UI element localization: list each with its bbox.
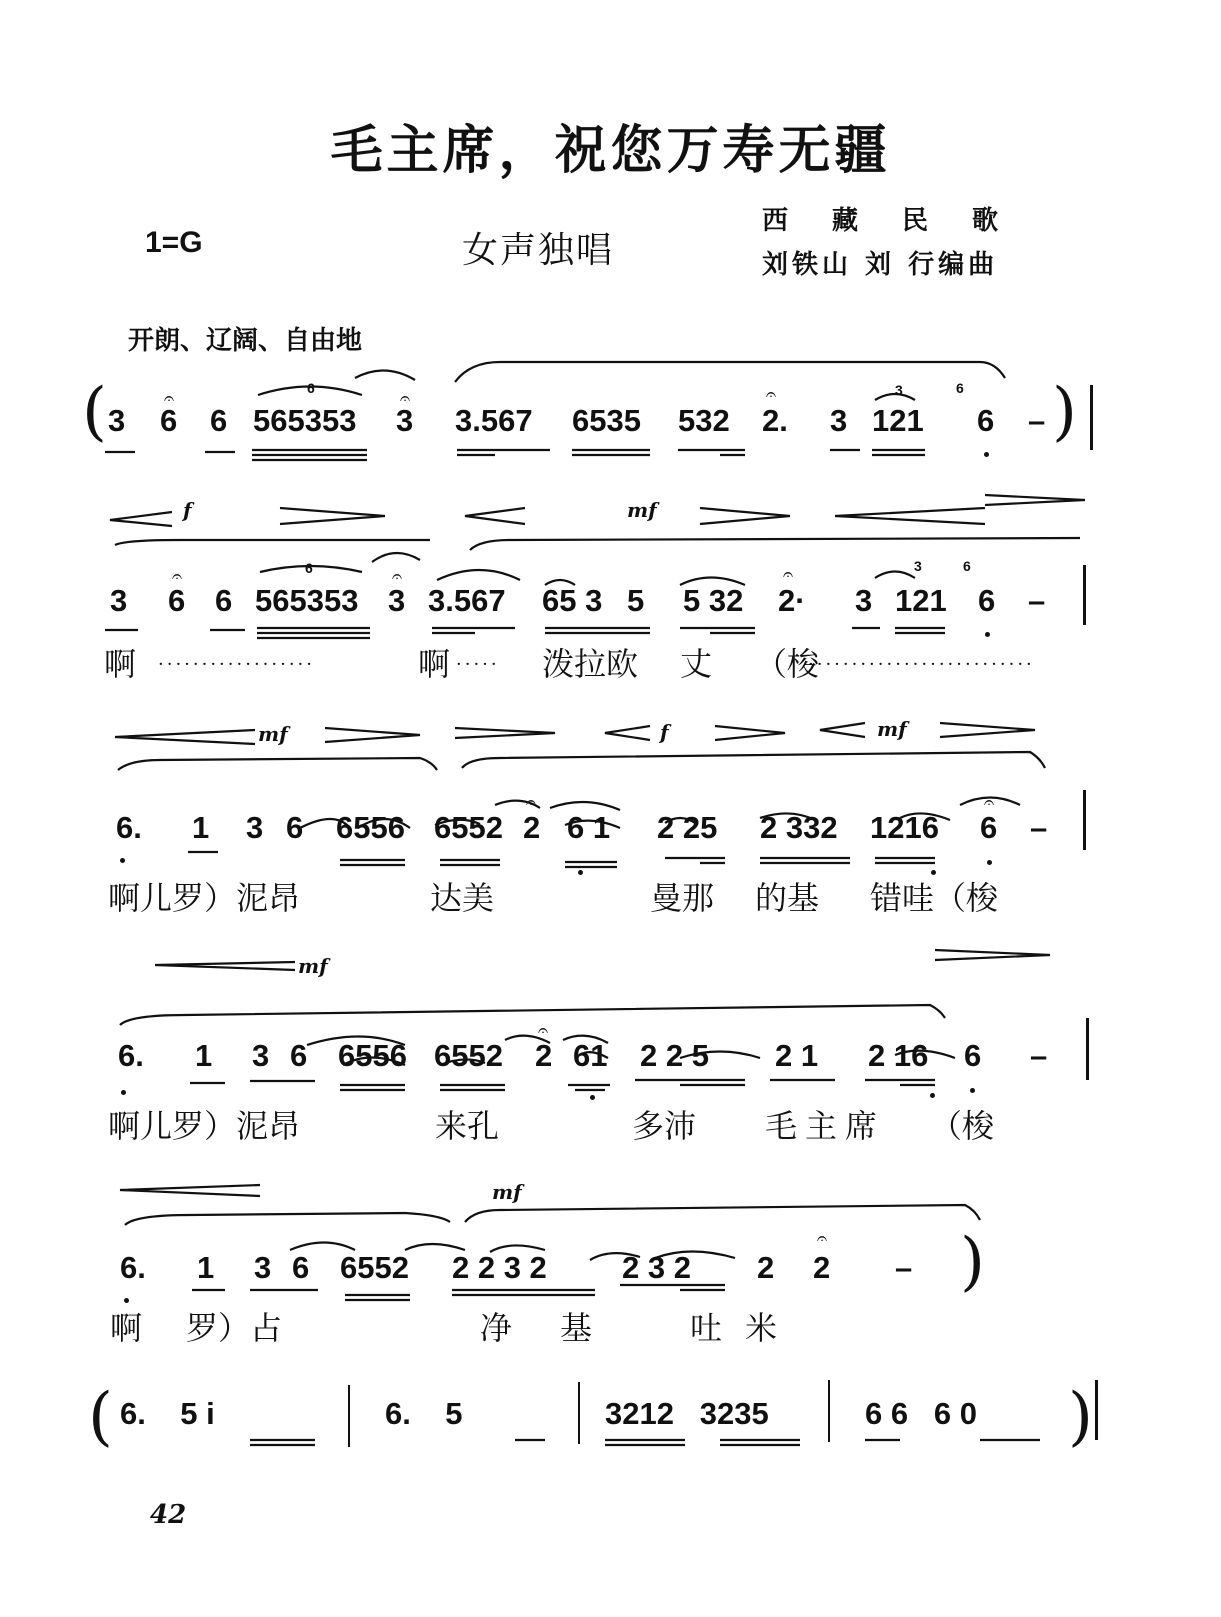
- fermata-icon: 𝄐: [400, 388, 411, 409]
- note: 6: [290, 1038, 308, 1073]
- note-group: 3.567: [455, 403, 533, 438]
- note: 6.: [120, 1250, 146, 1285]
- note: 6: [286, 810, 304, 845]
- dynamic-f: f: [183, 498, 192, 522]
- note: 3: [110, 583, 128, 618]
- sustain-dash: –: [895, 1250, 913, 1285]
- close-paren-line5: ): [960, 1225, 985, 1299]
- note: 6: [168, 583, 186, 618]
- tempo-marking: 开朗、辽阔、自由地: [128, 326, 363, 356]
- low-octave-dot: [930, 1093, 935, 1098]
- lyric-dots: ··························: [808, 654, 1035, 675]
- note: 1: [195, 1038, 213, 1073]
- tuplet-label: 3: [914, 558, 922, 574]
- lyric: 吐: [690, 1309, 723, 1347]
- note-group: 2 25: [657, 810, 718, 845]
- note: 2.: [762, 403, 788, 438]
- sustain-dash: –: [1028, 403, 1046, 438]
- note-group: 5 32: [683, 583, 744, 618]
- lyric: 罗）占: [186, 1309, 283, 1347]
- dynamic-mf: mf: [492, 1180, 522, 1204]
- note-group: 1216: [870, 810, 939, 845]
- dynamic-mf: mf: [258, 722, 288, 746]
- lyric: 错哇（梭: [870, 879, 999, 917]
- low-octave-dot: [121, 1090, 126, 1095]
- measure: 6 6 6 0: [865, 1396, 978, 1431]
- note: 3: [246, 810, 264, 845]
- note-group: 61: [573, 1038, 608, 1073]
- note: 3: [396, 403, 414, 438]
- fermata-icon: 𝄐: [538, 1020, 549, 1041]
- note: 5: [627, 583, 645, 618]
- notation-line-2: [0, 585, 1221, 645]
- lyrics-line-2: [0, 645, 1221, 708]
- dynamic-mf: mf: [877, 717, 907, 741]
- notation-line-4: [0, 1040, 1221, 1100]
- grace-note: 6: [956, 380, 964, 396]
- note: 2: [757, 1250, 775, 1285]
- note: 1: [192, 810, 210, 845]
- note: 1: [197, 1250, 215, 1285]
- barline: [828, 1380, 830, 1442]
- note-group: 2 16: [868, 1038, 929, 1073]
- note-group: 6552: [434, 1038, 503, 1073]
- note: 3: [388, 583, 406, 618]
- lyric-dots: ··················: [158, 654, 315, 675]
- low-octave-dot: [120, 858, 125, 863]
- lyric: 达美: [430, 879, 495, 917]
- note-group: 2 3 2: [622, 1250, 691, 1285]
- lyric: 泼拉欧: [542, 645, 639, 683]
- lyrics-line-4: [0, 1107, 1221, 1170]
- note: 6: [977, 403, 995, 438]
- lyric: 的基: [755, 879, 820, 917]
- low-octave-dot: [987, 860, 992, 865]
- lyric: 净: [480, 1309, 513, 1347]
- lyrics-line-3: [0, 879, 1221, 942]
- note: 6: [978, 583, 996, 618]
- note-group: 532: [678, 403, 730, 438]
- note: 2: [535, 1038, 553, 1073]
- note: 3: [108, 403, 126, 438]
- grace-note: 6: [963, 558, 971, 574]
- open-paren-line1: (: [82, 375, 107, 449]
- credit-origin: 西藏民歌: [762, 206, 1043, 236]
- note: 6.: [116, 810, 142, 845]
- dynamic-mf: mf: [298, 954, 328, 978]
- lyric: （梭: [755, 645, 820, 683]
- note-group: 3.567: [428, 583, 506, 618]
- note-group: 2 2 5: [640, 1038, 709, 1073]
- tuplet-label: 3: [895, 382, 903, 398]
- note-group: 121: [872, 403, 924, 438]
- low-octave-dot: [578, 870, 583, 875]
- fermata-icon: 𝄐: [164, 388, 175, 409]
- open-paren-line6: (: [88, 1380, 113, 1454]
- note-group: 2 1: [775, 1038, 819, 1073]
- note: 3: [252, 1038, 270, 1073]
- barline: [1095, 1380, 1098, 1440]
- lyric: 来孔: [435, 1107, 500, 1145]
- dynamic-mf: mf: [627, 498, 657, 522]
- sustain-dash: –: [1030, 810, 1048, 845]
- note: 6: [210, 403, 228, 438]
- low-octave-dot: [931, 870, 936, 875]
- page-number: 42: [150, 1500, 187, 1530]
- lyric: 丈: [680, 645, 713, 683]
- lyrics-line-5: [0, 1309, 1221, 1372]
- note-group: 121: [895, 583, 947, 618]
- fermata-icon: 𝄐: [172, 566, 183, 587]
- fermata-icon: 𝄐: [392, 566, 403, 587]
- low-octave-dot: [984, 452, 989, 457]
- note-group: 6556: [338, 1038, 407, 1073]
- note: 6.: [118, 1038, 144, 1073]
- note: 6: [292, 1250, 310, 1285]
- note: 6: [980, 810, 998, 845]
- note: 6: [160, 403, 178, 438]
- note-group: 565353: [253, 403, 357, 438]
- notation-line-5: [0, 1252, 1221, 1312]
- lyric: 基: [560, 1309, 593, 1347]
- note-group: 6552: [434, 810, 503, 845]
- barline: [578, 1382, 580, 1444]
- barline: [1083, 790, 1086, 850]
- lyric: 啊: [104, 645, 137, 683]
- key-signature: 1=G: [145, 226, 203, 259]
- lyric: 米: [745, 1309, 778, 1347]
- notation-line-3: [0, 812, 1221, 872]
- credit-arranger: 刘铁山 刘 行编曲: [762, 250, 999, 280]
- measure: 3212 3235: [605, 1396, 769, 1431]
- barline: [1086, 1018, 1089, 1080]
- sustain-dash: –: [1028, 583, 1046, 618]
- note-group: 65 3: [542, 583, 603, 618]
- barline: [1090, 385, 1093, 450]
- fermata-icon: 𝄐: [984, 792, 995, 813]
- song-title: 毛主席，祝您万寿无疆: [330, 120, 891, 181]
- sustain-dash: –: [1030, 1038, 1048, 1073]
- note: 6: [964, 1038, 982, 1073]
- low-octave-dot: [985, 632, 990, 637]
- fermata-icon: 𝄐: [526, 792, 537, 813]
- note-group: 6556: [336, 810, 405, 845]
- tuplet-label: 6: [305, 560, 313, 576]
- close-paren-line1: ): [1052, 375, 1077, 449]
- note-group: 565353: [255, 583, 359, 618]
- barline: [1083, 565, 1086, 625]
- measure: 6. 5: [385, 1396, 463, 1431]
- note-group: 2 332: [760, 810, 838, 845]
- note-group: 6535: [572, 403, 641, 438]
- dynamic-f: f: [660, 720, 669, 744]
- measure: 6. 5 i: [120, 1396, 215, 1431]
- voice-type: 女声独唱: [462, 230, 615, 271]
- low-octave-dot: [124, 1298, 129, 1303]
- note: 2·: [778, 583, 806, 618]
- tuplet-label: 6: [307, 380, 315, 396]
- note: 3: [254, 1250, 272, 1285]
- lyric: 啊儿罗）泥昂: [108, 879, 301, 917]
- note: 6: [215, 583, 233, 618]
- barline: [348, 1385, 350, 1447]
- note: 3: [855, 583, 873, 618]
- lyric: 多沛: [632, 1107, 697, 1145]
- low-octave-dot: [970, 1088, 975, 1093]
- low-octave-dot: [590, 1095, 595, 1100]
- notation-line-1: [0, 405, 1221, 465]
- fermata-icon: 𝄐: [783, 564, 794, 585]
- lyric: 毛主席: [765, 1107, 886, 1145]
- note-group: 6 1: [567, 810, 611, 845]
- note: 2: [523, 810, 541, 845]
- note: 3: [830, 403, 848, 438]
- lyric: 曼那: [650, 879, 715, 917]
- note-group: 6552: [340, 1250, 409, 1285]
- note: 2: [813, 1250, 831, 1285]
- lyric: 啊: [110, 1309, 143, 1347]
- lyric-dots: ·····: [456, 654, 500, 675]
- notation-line-6: [0, 1398, 1221, 1458]
- lyric: 啊: [418, 645, 451, 683]
- lyric: （梭: [930, 1107, 995, 1145]
- close-paren-line6: ): [1068, 1380, 1093, 1454]
- fermata-icon: 𝄐: [817, 1228, 828, 1249]
- lyric: 啊儿罗）泥昂: [108, 1107, 301, 1145]
- note-group: 2 2 3 2: [452, 1250, 547, 1285]
- fermata-icon: 𝄐: [766, 384, 777, 405]
